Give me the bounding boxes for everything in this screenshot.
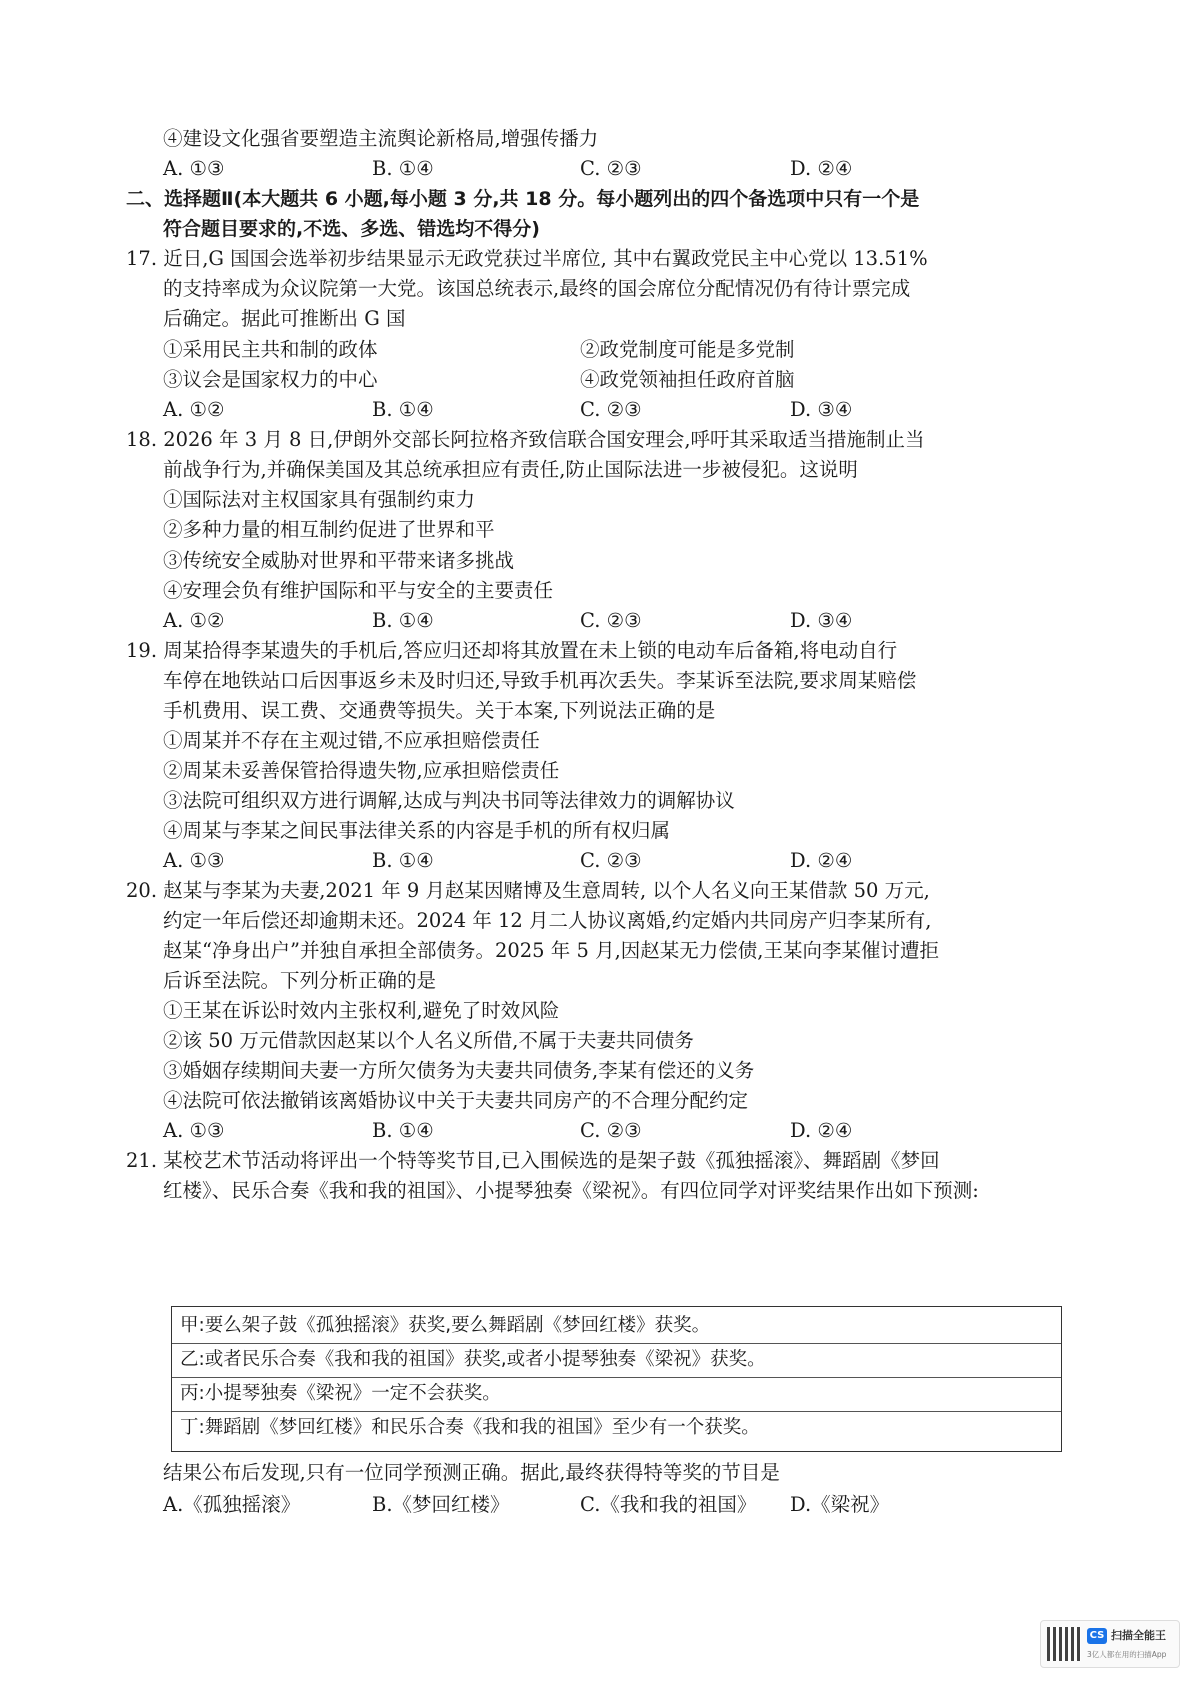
q21-option-a: A.《孤独摇滚》: [163, 1493, 301, 1516]
q17-item-3: ③议会是国家权力的中心: [163, 368, 378, 391]
q21-stem-line2: 红楼》、民乐合奏《我和我的祖国》、小提琴独奏《梁祝》。有四位同学对评奖结果作出如下预测:: [163, 1179, 979, 1202]
q17-stem-line1: 17. 近日,G 国国会选举初步结果显示无政党获过半席位, 其中右翼政党民主中心党以 13.51%: [126, 247, 928, 270]
q18-option-d: D. ③④: [790, 609, 853, 632]
top-option-b: B. ①④: [372, 157, 434, 180]
q21-option-d: D.《梁祝》: [790, 1493, 890, 1516]
q19-stem-line2: 车停在地铁站口后因事返乡未及时归还,导致手机再次丢失。李某诉至法院,要求周某赔偿: [163, 669, 917, 692]
q19-option-b: B. ①④: [372, 849, 434, 872]
q20-option-d: D. ②④: [790, 1119, 853, 1142]
q17-item-4: ④政党领袖担任政府首脑: [580, 368, 795, 391]
q21-after-text: 结果公布后发现,只有一位同学预测正确。据此,最终获得特等奖的节目是: [163, 1461, 780, 1484]
q17-stem-line3: 后确定。据此可推断出 G 国: [163, 307, 406, 330]
q21-stem-line1: 21. 某校艺术节活动将评出一个特等奖节目,已入围候选的是架子鼓《孤独摇滚》、舞蹈剧《梦回: [126, 1149, 940, 1172]
q17-option-c: C. ②③: [580, 398, 642, 421]
section-heading-line1: 二、选择题Ⅱ(本大题共 6 小题,每小题 3 分,共 18 分。每小题列出的四个备选项中只有一个是: [126, 188, 920, 210]
scanner-watermark: [1040, 1620, 1180, 1668]
qr-code-icon: [1047, 1627, 1081, 1661]
q18-item-4: ④安理会负有维护国际和平与安全的主要责任: [163, 579, 554, 602]
q19-item-4: ④周某与李某之间民事法律关系的内容是手机的所有权归属: [163, 819, 671, 842]
section-heading-line2: 符合题目要求的,不选、多选、错选均不得分): [163, 218, 540, 240]
prediction-ding: 丁:舞蹈剧《梦回红楼》和民乐合奏《我和我的祖国》至少有一个获奖。: [180, 1417, 760, 1438]
q19-item-3: ③法院可组织双方进行调解,达成与判决书同等法律效力的调解协议: [163, 789, 735, 812]
q21-option-c: C.《我和我的祖国》: [580, 1493, 757, 1516]
q17-stem-line2: 的支持率成为众议院第一大党。该国总统表示,最终的国会席位分配情况仍有待计票完成: [163, 277, 911, 300]
top-option-a: A. ①③: [163, 157, 225, 180]
q19-option-a: A. ①③: [163, 849, 225, 872]
q19-option-d: D. ②④: [790, 849, 853, 872]
q18-stem-line2: 前战争行为,并确保美国及其总统承担应有责任,防止国际法进一步被侵犯。这说明: [163, 458, 858, 481]
prediction-bing: 丙:小提琴独奏《梁祝》一定不会获奖。: [180, 1383, 501, 1404]
q18-item-2: ②多种力量的相互制约促进了世界和平: [163, 518, 495, 541]
top-item: ④建设文化强省要塑造主流舆论新格局,增强传播力: [163, 127, 599, 150]
prediction-divider: [172, 1411, 1061, 1412]
q17-option-a: A. ①②: [163, 398, 225, 421]
q17-item-1: ①采用民主共和制的政体: [163, 338, 378, 361]
q19-option-c: C. ②③: [580, 849, 642, 872]
q20-option-c: C. ②③: [580, 1119, 642, 1142]
q20-option-a: A. ①③: [163, 1119, 225, 1142]
watermark-name: 扫描全能王: [1111, 1629, 1166, 1642]
q20-item-2: ②该 50 万元借款因赵某以个人名义所借,不属于夫妻共同债务: [163, 1029, 694, 1052]
q20-stem-line3: 赵某“净身出户”并独自承担全部债务。2025 年 5 月,因赵某无力偿债,王某向李某催讨遭拒: [163, 939, 939, 962]
q19-stem-line1: 19. 周某拾得李某遗失的手机后,答应归还却将其放置在未上锁的电动车后备箱,将电动自行: [126, 639, 898, 662]
q20-stem-line2: 约定一年后偿还却逾期未还。2024 年 12 月二人协议离婚,约定婚内共同房产归李某所有,: [163, 909, 932, 932]
q20-item-4: ④法院可依法撤销该离婚协议中关于夫妻共同房产的不合理分配约定: [163, 1089, 749, 1112]
prediction-divider: [172, 1343, 1061, 1344]
q18-option-c: C. ②③: [580, 609, 642, 632]
top-option-c: C. ②③: [580, 157, 642, 180]
q17-option-d: D. ③④: [790, 398, 853, 421]
q18-option-a: A. ①②: [163, 609, 225, 632]
q19-item-1: ①周某并不存在主观过错,不应承担赔偿责任: [163, 729, 540, 752]
q18-item-3: ③传统安全威胁对世界和平带来诸多挑战: [163, 549, 515, 572]
q18-item-1: ①国际法对主权国家具有强制约束力: [163, 488, 476, 511]
q18-stem-line1: 18. 2026 年 3 月 8 日,伊朗外交部长阿拉格齐致信联合国安理会,呼吁其采取适当措施制止当: [126, 428, 925, 451]
q20-item-1: ①王某在诉讼时效内主张权利,避免了时效风险: [163, 999, 560, 1022]
q19-stem-line3: 手机费用、误工费、交通费等损失。关于本案,下列说法正确的是: [163, 699, 716, 722]
q20-option-b: B. ①④: [372, 1119, 434, 1142]
q17-option-b: B. ①④: [372, 398, 434, 421]
q20-stem-line1: 20. 赵某与李某为夫妻,2021 年 9 月赵某因赌博及生意周转, 以个人名义向王某借款 50 万元,: [126, 879, 930, 902]
q20-stem-line4: 后诉至法院。下列分析正确的是: [163, 969, 437, 992]
top-option-d: D. ②④: [790, 157, 853, 180]
q20-item-3: ③婚姻存续期间夫妻一方所欠债务为夫妻共同债务,李某有偿还的义务: [163, 1059, 755, 1082]
q19-item-2: ②周某未妥善保管拾得遗失物,应承担赔偿责任: [163, 759, 560, 782]
prediction-divider: [172, 1377, 1061, 1378]
q17-item-2: ②政党制度可能是多党制: [580, 338, 795, 361]
prediction-yi: 乙:或者民乐合奏《我和我的祖国》获奖,或者小提琴独奏《梁祝》获奖。: [180, 1349, 766, 1370]
watermark-subtitle: 3亿人都在用的扫描App: [1087, 1650, 1167, 1659]
prediction-jia: 甲:要么架子鼓《孤独摇滚》获奖,要么舞蹈剧《梦回红楼》获奖。: [180, 1315, 711, 1336]
q21-option-b: B.《梦回红楼》: [372, 1493, 510, 1516]
q18-option-b: B. ①④: [372, 609, 434, 632]
camscanner-logo: CS: [1087, 1628, 1107, 1644]
prediction-box: [171, 1306, 1062, 1452]
